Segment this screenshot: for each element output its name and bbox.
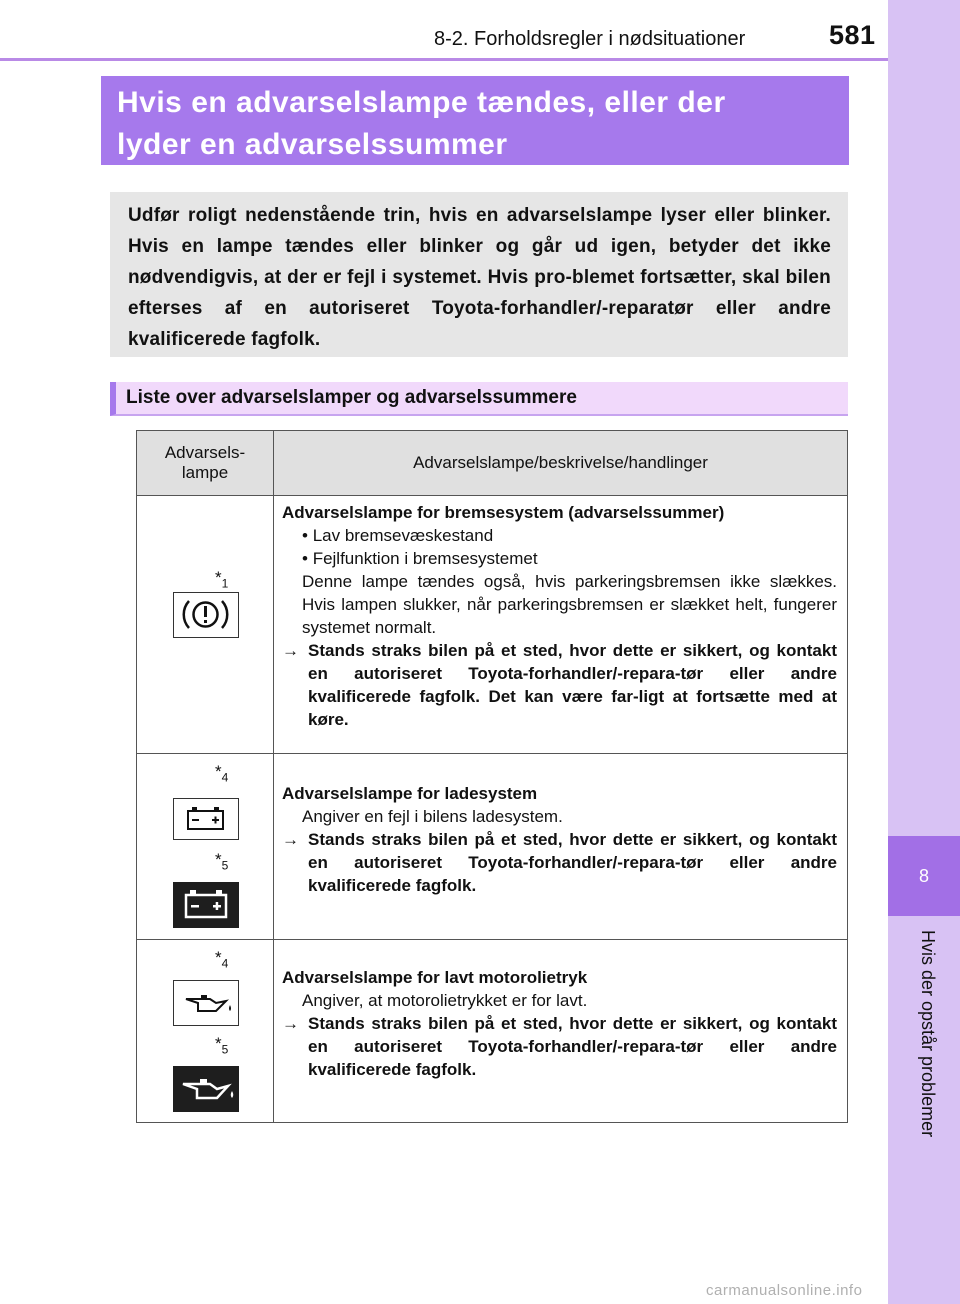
action-instruction: → Stands straks bilen på et sted, hvor dette er sikkert, og kontakt en autoriseret Toyota-forhandler/-repara-tør eller andre kvalificerede fagfolk. bbox=[282, 830, 837, 895]
footnote-marker: $*_5$ bbox=[215, 850, 229, 873]
table-header-row bbox=[137, 431, 848, 496]
header-divider bbox=[0, 58, 888, 61]
footnote-marker: $*_4$ bbox=[215, 948, 229, 971]
warning-lamp-table bbox=[136, 430, 848, 1123]
oil-can-icon bbox=[173, 1066, 239, 1112]
list-item: • Lav bremsevæskestand bbox=[302, 526, 494, 545]
footnote-marker: $*_4$ bbox=[215, 762, 229, 785]
page-heading-line1: Hvis en advarselslampe tændes, eller der bbox=[117, 86, 726, 119]
battery-icon bbox=[173, 798, 239, 840]
section-title: 8-2. Forholdsregler i nødsituationer bbox=[434, 28, 746, 50]
footnote-marker: $*_5$ bbox=[215, 1034, 229, 1057]
lamp-description bbox=[274, 940, 848, 1123]
lamp-title: Advarselslampe for bremsesystem (advarselssummer) bbox=[282, 503, 725, 522]
footnote-marker: $*_1$ bbox=[215, 568, 229, 591]
battery-icon bbox=[173, 882, 239, 928]
page-heading-line2: lyder en advarselssummer bbox=[117, 128, 508, 161]
page-heading bbox=[101, 76, 849, 165]
lamp-cell bbox=[137, 496, 274, 754]
brake-warning-icon bbox=[173, 592, 239, 638]
column-header-description: Advarselslampe/beskrivelse/handlinger bbox=[274, 431, 848, 496]
page-number: 581 bbox=[829, 20, 876, 50]
chapter-number: 8 bbox=[888, 836, 960, 916]
lamp-note: Angiver en fejl i bilens ladesystem. bbox=[302, 807, 563, 826]
lamp-note: Denne lampe tændes også, hvis parkeringsbremsen ikke slækkes. Hvis lampen slukker, når parkeringsbremsen er slækket helt, fungerer systemet normalt. bbox=[302, 572, 837, 637]
lamp-description bbox=[274, 496, 848, 754]
table-row bbox=[137, 754, 848, 940]
sub-heading: Liste over advarselslamper og advarselssummere bbox=[110, 382, 848, 416]
chapter-title: Hvis der opstår problemer bbox=[918, 930, 938, 1138]
list-item: • Fejlfunktion i bremsesystemet bbox=[302, 549, 538, 568]
column-header-lamp: Advarsels- lampe bbox=[137, 431, 274, 496]
intro-text: Udfør roligt nedenstående trin, hvis en advarselslampe lyser eller blinker. Hvis en lampe tændes eller blinker og går ud igen, betyder det ikke nødvendigvis, at der er fejl i systemet. Hvis pro-blemet fortsætter, skal bilen efterses af en autoriseret Toyota-forhandler/-reparatør eller andre kvalificerede fagfolk. bbox=[110, 192, 848, 357]
watermark: carmanualsonline.info bbox=[706, 1282, 863, 1299]
lamp-description bbox=[274, 754, 848, 940]
lamp-title: Advarselslampe for lavt motorolietryk bbox=[282, 968, 588, 987]
lamp-cell bbox=[137, 940, 274, 1123]
action-instruction: → Stands straks bilen på et sted, hvor dette er sikkert, og kontakt en autoriseret Toyota-forhandler/-repara-tør eller andre kvalificerede fagfolk. bbox=[282, 1014, 837, 1079]
lamp-title: Advarselslampe for ladesystem bbox=[282, 784, 538, 803]
table-row bbox=[137, 940, 848, 1123]
table-row bbox=[137, 496, 848, 754]
oil-can-icon bbox=[173, 980, 239, 1026]
lamp-note: Angiver, at motorolietrykket er for lavt. bbox=[302, 991, 588, 1010]
action-instruction: → Stands straks bilen på et sted, hvor dette er sikkert, og kontakt en autoriseret Toyota-forhandler/-repara-tør eller andre kvalificerede fagfolk. Det kan være far-ligt at fortsætte med at køre. bbox=[282, 641, 837, 729]
lamp-cell bbox=[137, 754, 274, 940]
